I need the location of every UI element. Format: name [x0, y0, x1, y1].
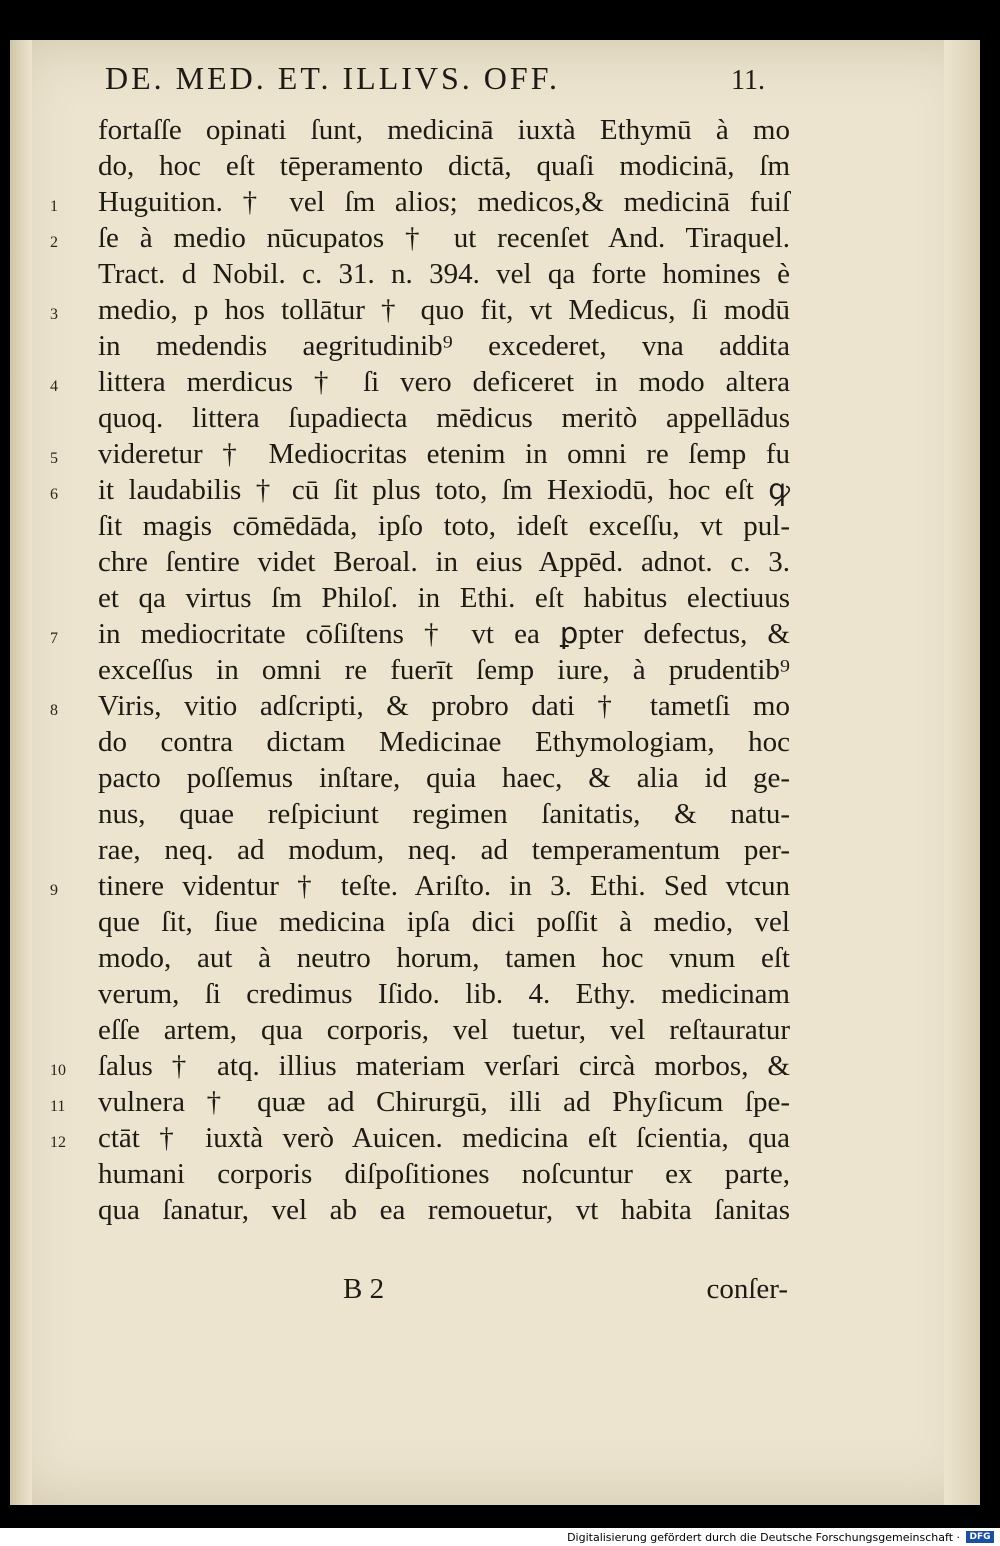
line-text: Tract. d Nobil. c. 31. n. 394. vel qa forte homines è: [98, 258, 790, 290]
line-text: do contra dictam Medicinae Ethymologiam, hoc: [98, 726, 790, 758]
text-line: [50, 508, 790, 544]
line-text: ſalus † atq. illius materiam verſari circà morbos, &: [98, 1050, 790, 1082]
page-edge-shadow: [944, 40, 980, 1505]
text-line: [50, 616, 790, 652]
line-text: eſſe artem, qua corporis, vel tuetur, vel reſtauratur: [98, 1014, 790, 1046]
line-text: do, hoc eſt tēperamento dictā, quaſi modicinā, ſm: [98, 150, 790, 182]
line-text: ctāt † iuxtà verò Auicen. medicina eſt ſcientia, qua: [98, 1122, 790, 1154]
text-line: [50, 652, 790, 688]
margin-note-number: 5: [50, 450, 58, 467]
text-line: [50, 400, 790, 436]
text-line: [50, 364, 790, 400]
text-line: [50, 544, 790, 580]
page-header: [105, 60, 765, 100]
dfg-logo-icon: DFG: [966, 1531, 994, 1543]
credit-bar: [0, 1528, 1000, 1546]
text-line: [50, 472, 790, 508]
text-line: [50, 976, 790, 1012]
line-text: littera merdicus † ſi vero deficeret in modo altera: [98, 366, 790, 398]
text-line: [50, 148, 790, 184]
text-line: [50, 112, 790, 148]
text-line: [50, 904, 790, 940]
line-text: videretur † Mediocritas etenim in omni re ſemp fu: [98, 438, 790, 470]
text-line: [50, 436, 790, 472]
margin-note-number: 1: [50, 198, 58, 215]
text-line: [50, 220, 790, 256]
text-line: [50, 328, 790, 364]
text-line: [50, 580, 790, 616]
margin-note-number: 8: [50, 702, 58, 719]
text-line: [50, 832, 790, 868]
line-text: medio, p hos tollātur † quo fit, vt Medicus, ſi modū: [98, 294, 790, 326]
margin-note-number: 12: [50, 1134, 66, 1151]
line-text: ſe à medio nūcupatos † ut recenſet And. Tiraquel.: [98, 222, 790, 254]
line-text: in mediocritate cōſiſtens † vt ea ꝑpter defectus, &: [98, 618, 790, 650]
text-line: [50, 688, 790, 724]
margin-note-number: 10: [50, 1062, 66, 1079]
text-line: [50, 184, 790, 220]
text-line: [50, 1012, 790, 1048]
catchword: conſer-: [706, 1273, 788, 1305]
line-text: tinere videntur † teſte. Ariſto. in 3. Ethi. Sed vtcun: [98, 870, 790, 902]
margin-note-number: 3: [50, 306, 58, 323]
text-line: [50, 724, 790, 760]
page-number: 11.: [731, 65, 765, 96]
text-line: [50, 796, 790, 832]
line-text: ſit magis cōmēdāda, ipſo toto, ideſt exceſſu, vt pul-: [98, 510, 790, 542]
line-text: in medendis aegritudinib⁹ excederet, vna addita: [98, 330, 790, 362]
page-spine-shadow: [10, 40, 32, 1505]
line-text: vulnera † quæ ad Chirurgū, illi ad Phyſicum ſpe-: [98, 1086, 790, 1118]
credit-text: Digitalisierung gefördert durch die Deutsche Forschungsgemeinschaft ·: [567, 1530, 960, 1544]
line-text: Viris, vitio adſcripti, & probro dati † tametſi mo: [98, 690, 790, 722]
margin-note-number: 4: [50, 378, 58, 395]
line-text: rae, neq. ad modum, neq. ad temperamentum per-: [98, 834, 790, 866]
text-line: [50, 940, 790, 976]
text-line: [50, 1084, 790, 1120]
text-line: [50, 760, 790, 796]
margin-note-number: 9: [50, 882, 58, 899]
line-text: chre ſentire videt Beroal. in eius Appēd. adnot. c. 3.: [98, 546, 790, 578]
line-text: qua ſanatur, vel ab ea remouetur, vt habita ſanitas: [98, 1194, 790, 1226]
body-text: [50, 112, 790, 1228]
signature-mark: B 2: [343, 1273, 385, 1305]
text-line: [50, 868, 790, 904]
text-line: [50, 292, 790, 328]
margin-note-number: 2: [50, 234, 58, 251]
line-text: que ſit, ſiue medicina ipſa dici poſſit à medio, vel: [98, 906, 790, 938]
line-text: Huguition. † vel ſm alios; medicos,& medicinā fuiſ: [98, 186, 790, 218]
text-line: [50, 256, 790, 292]
line-text: humani corporis diſpoſitiones noſcuntur ex parte,: [98, 1158, 790, 1190]
running-head: DE. MED. ET. ILLIVS. OFF.: [105, 60, 560, 96]
text-line: [50, 1048, 790, 1084]
page-footer: [98, 1273, 788, 1313]
line-text: modo, aut à neutro horum, tamen hoc vnum eſt: [98, 942, 790, 974]
text-line: [50, 1192, 790, 1228]
line-text: exceſſus in omni re fuerīt ſemp iure, à prudentib⁹: [98, 654, 790, 686]
line-text: et qa virtus ſm Philoſ. in Ethi. eſt habitus electiuus: [98, 582, 790, 614]
line-text: pacto poſſemus inſtare, quia haec, & alia id ge-: [98, 762, 790, 794]
text-line: [50, 1156, 790, 1192]
line-text: fortaſſe opinati ſunt, medicinā iuxtà Ethymū à mo: [98, 114, 790, 146]
line-text: nus, quae reſpiciunt regimen ſanitatis, & natu-: [98, 798, 790, 830]
margin-note-number: 7: [50, 630, 58, 647]
line-text: it laudabilis † cū ſit plus toto, ſm Hexiodū, hoc eſt ꝙ: [98, 474, 790, 506]
margin-note-number: 11: [50, 1098, 66, 1115]
text-line: [50, 1120, 790, 1156]
line-text: quoq. littera ſupadiecta mēdicus meritò appellādus: [98, 402, 790, 434]
line-text: verum, ſi credimus Iſido. lib. 4. Ethy. medicinam: [98, 978, 790, 1010]
margin-note-number: 6: [50, 486, 58, 503]
